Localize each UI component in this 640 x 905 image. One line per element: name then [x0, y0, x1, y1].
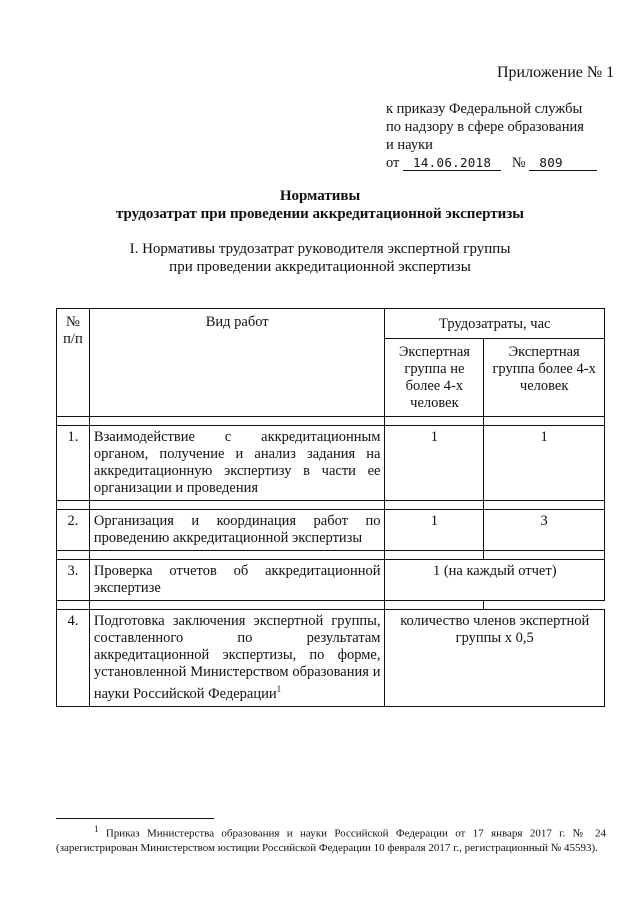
- row-effort-small: 1: [385, 510, 484, 551]
- decree-date: 14.06.2018: [403, 155, 501, 171]
- row-work-text: Подготовка заключения экспертной группы, составленного по результатам аккредитационной экспертизы, по форме, установленной Министерством образования и науки Российской Федерации: [93, 613, 381, 702]
- footnote-divider: [56, 818, 214, 819]
- row-effort-large: 1: [484, 426, 605, 501]
- decree-date-line: [386, 155, 597, 172]
- table-row: [57, 510, 605, 551]
- col-header-num: № п/п: [57, 309, 90, 417]
- table-row: [57, 610, 605, 707]
- footnote-ref: 1: [276, 684, 282, 694]
- row-work: Проверка отчетов об аккредитационной экспертизе: [89, 560, 385, 601]
- col-header-group-small: Экспертная группа не более 4-х человек: [385, 339, 484, 417]
- col-header-group-large: Экспертная группа более 4-х человек: [484, 339, 605, 417]
- row-effort-merged: количество членов экспертной группы х 0,5: [385, 610, 605, 707]
- document-subtitle: трудозатрат при проведении аккредитационной экспертизы: [115, 206, 524, 222]
- row-work: Организация и координация работ по проведению аккредитационной экспертизы: [89, 510, 385, 551]
- appendix-label: Приложение № 1: [497, 64, 615, 81]
- row-effort-large: 3: [484, 510, 605, 551]
- row-work: [89, 610, 385, 707]
- row-num: 2.: [57, 510, 90, 551]
- section-heading: I. Нормативы трудозатрат руководителя экспертной группы: [129, 241, 511, 257]
- col-header-effort: Трудозатраты, час: [385, 309, 605, 339]
- number-prefix: №: [511, 155, 526, 171]
- table-row: [57, 426, 605, 501]
- row-effort-merged: 1 (на каждый отчет): [385, 560, 605, 601]
- footnote-text: Приказ Министерства образования и науки Российской Федерации от 17 января 2017 г. № 24 (зарегистрирован Министерством юстиции Российской Федерации 10 февраля 2017 г., регистрационный № 45593).: [56, 827, 607, 854]
- row-num: 3.: [57, 560, 90, 601]
- date-prefix: от: [386, 155, 400, 171]
- decree-line: по надзору в сфере образования: [386, 119, 584, 135]
- footnote-mark: 1: [94, 824, 99, 834]
- row-work: Взаимодействие с аккредитационным органом, получение и анализ задания на аккредитационную экспертизу в части ее организации и проведения: [89, 426, 385, 501]
- row-effort-small: 1: [385, 426, 484, 501]
- decree-line: к приказу Федеральной службы: [386, 101, 583, 117]
- norms-table: [56, 308, 605, 707]
- table-row: [57, 560, 605, 601]
- document-title: Нормативы: [279, 188, 361, 204]
- row-num: 4.: [57, 610, 90, 707]
- row-num: 1.: [57, 426, 90, 501]
- decree-line: и науки: [386, 137, 433, 153]
- section-heading-cont: при проведении аккредитационной экспертизы: [169, 259, 471, 275]
- footnote: [56, 822, 606, 855]
- decree-reference: [386, 100, 608, 154]
- col-header-work: Вид работ: [89, 309, 385, 417]
- decree-number: 809: [529, 155, 597, 171]
